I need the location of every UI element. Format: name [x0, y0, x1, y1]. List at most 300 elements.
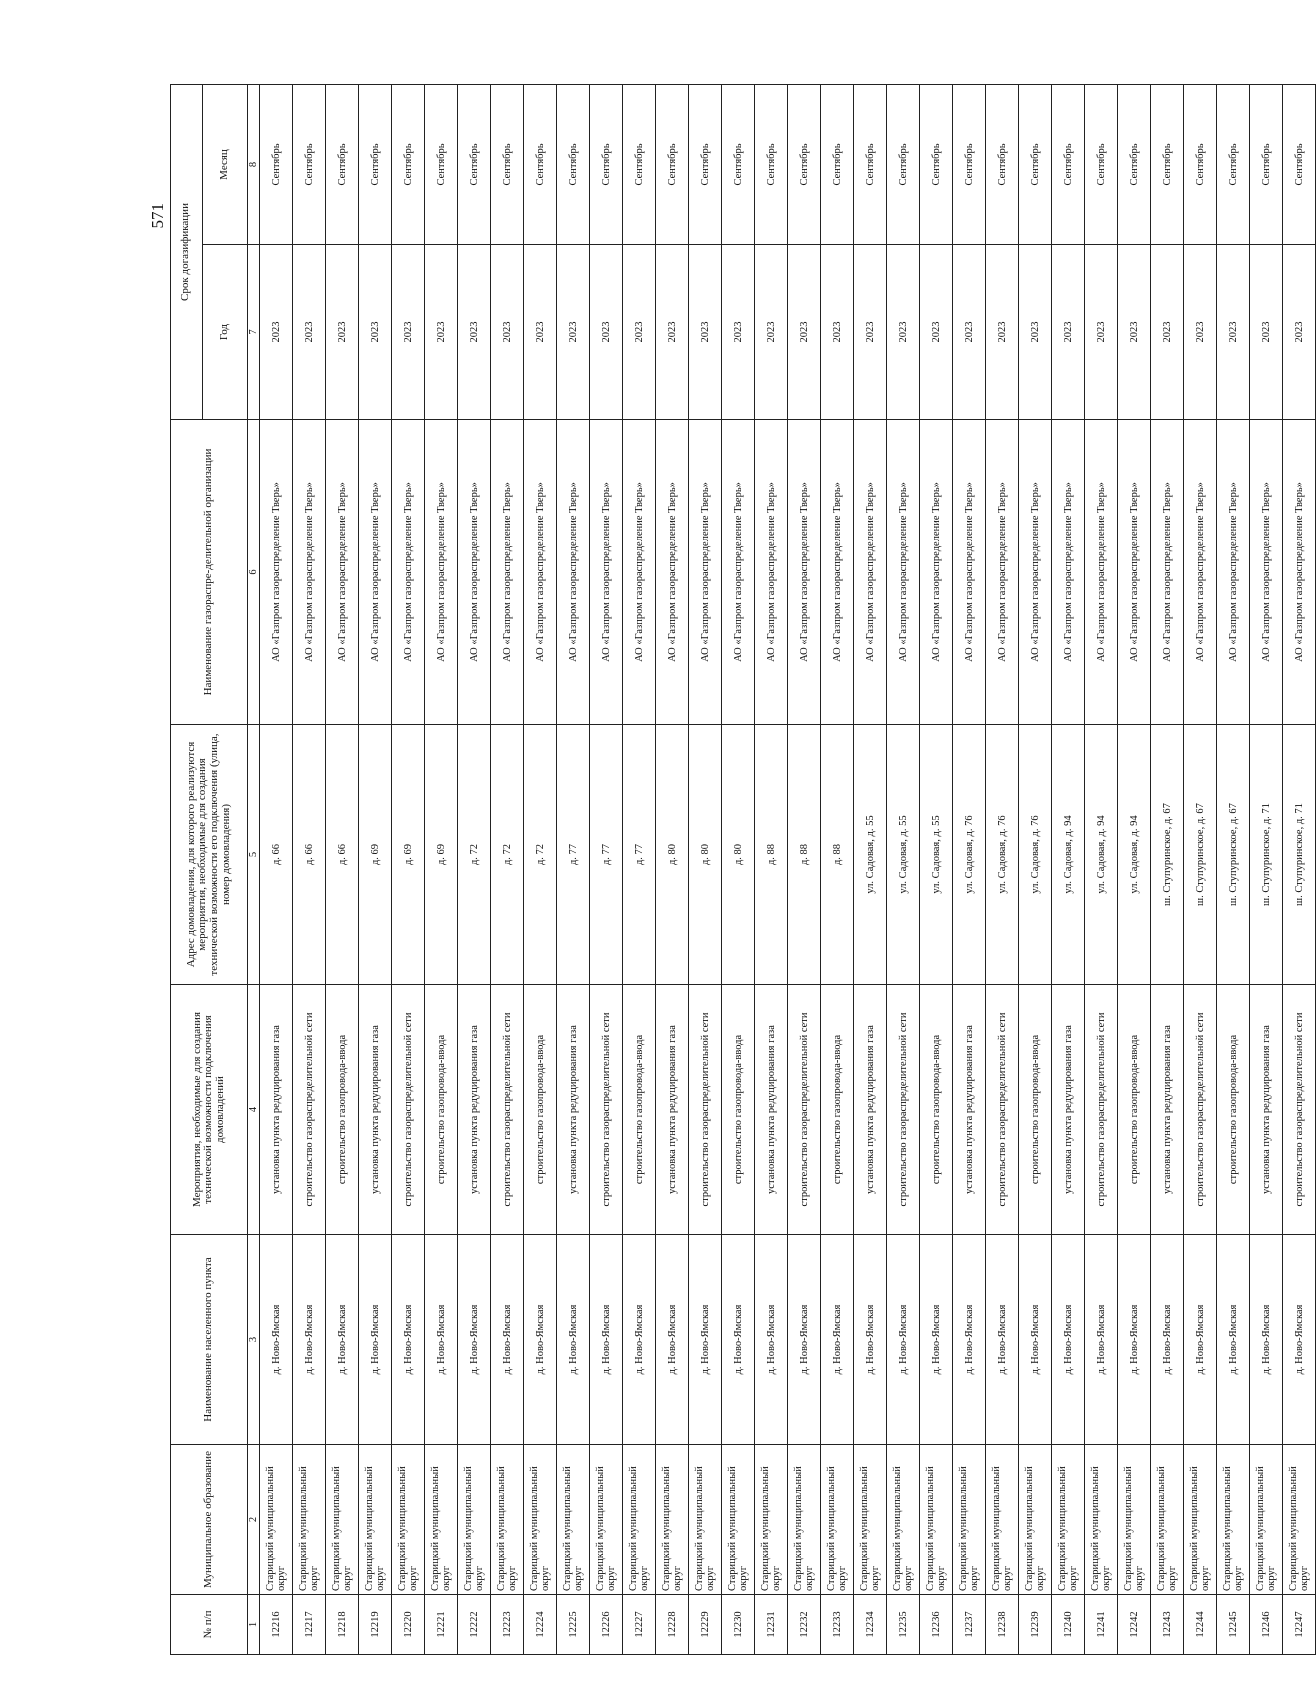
- year-cell: 2023: [986, 245, 1019, 420]
- row-number: 12228: [656, 1595, 689, 1655]
- header-address: Адрес домовладения, для которого реализуются мероприятия, необходимые для создания технической возможности его подключения (улица, номер домовладения): [171, 725, 248, 985]
- measure-cell: строительство газопровода-ввода: [1019, 985, 1052, 1235]
- municipality-cell: Старицкий муниципальный округ: [1217, 1445, 1250, 1595]
- settlement-cell: д. Ново-Ямская: [755, 1235, 788, 1445]
- year-cell: 2023: [821, 245, 854, 420]
- row-number: 12237: [953, 1595, 986, 1655]
- year-cell: 2023: [1118, 245, 1151, 420]
- settlement-cell: д. Ново-Ямская: [392, 1235, 425, 1445]
- row-number: 12229: [689, 1595, 722, 1655]
- month-cell: Сентябрь: [986, 84, 1019, 244]
- row-number: 12242: [1118, 1595, 1151, 1655]
- month-cell: Сентябрь: [1217, 84, 1250, 244]
- month-cell: Сентябрь: [689, 84, 722, 244]
- address-cell: д. 88: [788, 725, 821, 985]
- row-number: 12239: [1019, 1595, 1052, 1655]
- municipality-cell: Старицкий муниципальный округ: [854, 1445, 887, 1595]
- address-cell: д. 72: [458, 725, 491, 985]
- organization-cell: АО «Газпром газораспределение Тверь»: [590, 420, 623, 725]
- month-cell: Сентябрь: [722, 84, 755, 244]
- year-cell: 2023: [887, 245, 920, 420]
- month-cell: Сентябрь: [1184, 84, 1217, 244]
- measure-cell: строительство газопровода-ввода: [1217, 985, 1250, 1235]
- year-cell: 2023: [260, 245, 293, 420]
- address-cell: д. 80: [656, 725, 689, 985]
- table-row: [722, 84, 755, 1654]
- address-cell: ул. Садовая, д. 55: [887, 725, 920, 985]
- year-cell: 2023: [623, 245, 656, 420]
- table-body: [260, 84, 1316, 1654]
- settlement-cell: д. Ново-Ямская: [986, 1235, 1019, 1445]
- measure-cell: установка пункта редуцирования газа: [656, 985, 689, 1235]
- year-cell: 2023: [491, 245, 524, 420]
- municipality-cell: Старицкий муниципальный округ: [458, 1445, 491, 1595]
- organization-cell: АО «Газпром газораспределение Тверь»: [1250, 420, 1283, 725]
- organization-cell: АО «Газпром газораспределение Тверь»: [1217, 420, 1250, 725]
- table-row: [524, 84, 557, 1654]
- row-number: 12217: [293, 1595, 326, 1655]
- settlement-cell: д. Ново-Ямская: [887, 1235, 920, 1445]
- row-number: 12226: [590, 1595, 623, 1655]
- organization-cell: АО «Газпром газораспределение Тверь»: [359, 420, 392, 725]
- settlement-cell: д. Ново-Ямская: [590, 1235, 623, 1445]
- municipality-cell: Старицкий муниципальный округ: [524, 1445, 557, 1595]
- row-number: 12234: [854, 1595, 887, 1655]
- row-number: 12233: [821, 1595, 854, 1655]
- settlement-cell: д. Ново-Ямская: [1052, 1235, 1085, 1445]
- row-number: 12218: [326, 1595, 359, 1655]
- measure-cell: установка пункта редуцирования газа: [1250, 985, 1283, 1235]
- month-cell: Сентябрь: [425, 84, 458, 244]
- table-row: [920, 84, 953, 1654]
- header-deadline: Срок догазификации: [171, 84, 203, 419]
- row-number: 12241: [1085, 1595, 1118, 1655]
- measure-cell: установка пункта редуцирования газа: [755, 985, 788, 1235]
- year-cell: 2023: [920, 245, 953, 420]
- measure-cell: строительство газопровода-ввода: [821, 985, 854, 1235]
- page-number: 571: [148, 203, 167, 229]
- row-number: 12219: [359, 1595, 392, 1655]
- organization-cell: АО «Газпром газораспределение Тверь»: [755, 420, 788, 725]
- municipality-cell: Старицкий муниципальный округ: [326, 1445, 359, 1595]
- month-cell: Сентябрь: [524, 84, 557, 244]
- measure-cell: установка пункта редуцирования газа: [557, 985, 590, 1235]
- address-cell: ш. Ступуринское, д. 71: [1283, 725, 1316, 985]
- row-number: 12231: [755, 1595, 788, 1655]
- column-number: 7: [248, 245, 260, 420]
- municipality-cell: Старицкий муниципальный округ: [557, 1445, 590, 1595]
- address-cell: д. 77: [590, 725, 623, 985]
- month-cell: Сентябрь: [491, 84, 524, 244]
- municipality-cell: Старицкий муниципальный округ: [1118, 1445, 1151, 1595]
- year-cell: 2023: [755, 245, 788, 420]
- organization-cell: АО «Газпром газораспределение Тверь»: [326, 420, 359, 725]
- table-row: [689, 84, 722, 1654]
- municipality-cell: Старицкий муниципальный округ: [425, 1445, 458, 1595]
- measure-cell: строительство газораспределительной сети: [293, 985, 326, 1235]
- table-row: [953, 84, 986, 1654]
- organization-cell: АО «Газпром газораспределение Тверь»: [953, 420, 986, 725]
- settlement-cell: д. Ново-Ямская: [260, 1235, 293, 1445]
- organization-cell: АО «Газпром газораспределение Тверь»: [920, 420, 953, 725]
- measure-cell: строительство газопровода-ввода: [920, 985, 953, 1235]
- address-cell: д. 72: [491, 725, 524, 985]
- address-cell: ул. Садовая, д. 76: [1019, 725, 1052, 985]
- month-cell: Сентябрь: [821, 84, 854, 244]
- settlement-cell: д. Ново-Ямская: [359, 1235, 392, 1445]
- address-cell: ул. Садовая, д. 94: [1052, 725, 1085, 985]
- municipality-cell: Старицкий муниципальный округ: [623, 1445, 656, 1595]
- measure-cell: строительство газораспределительной сети: [491, 985, 524, 1235]
- address-cell: д. 77: [623, 725, 656, 985]
- month-cell: Сентябрь: [1283, 84, 1316, 244]
- settlement-cell: д. Ново-Ямская: [1283, 1235, 1316, 1445]
- table-row: [1283, 84, 1316, 1654]
- measure-cell: строительство газораспределительной сети: [788, 985, 821, 1235]
- organization-cell: АО «Газпром газораспределение Тверь»: [656, 420, 689, 725]
- row-number: 12245: [1217, 1595, 1250, 1655]
- month-cell: Сентябрь: [293, 84, 326, 244]
- year-cell: 2023: [1052, 245, 1085, 420]
- municipality-cell: Старицкий муниципальный округ: [920, 1445, 953, 1595]
- settlement-cell: д. Ново-Ямская: [722, 1235, 755, 1445]
- year-cell: 2023: [326, 245, 359, 420]
- settlement-cell: д. Ново-Ямская: [1118, 1235, 1151, 1445]
- year-cell: 2023: [590, 245, 623, 420]
- year-cell: 2023: [1151, 245, 1184, 420]
- month-cell: Сентябрь: [326, 84, 359, 244]
- table-row: [1151, 84, 1184, 1654]
- year-cell: 2023: [524, 245, 557, 420]
- measure-cell: установка пункта редуцирования газа: [1052, 985, 1085, 1235]
- measure-cell: установка пункта редуцирования газа: [359, 985, 392, 1235]
- column-number: 2: [248, 1445, 260, 1595]
- measure-cell: строительство газопровода-ввода: [326, 985, 359, 1235]
- column-number: 8: [248, 84, 260, 244]
- municipality-cell: Старицкий муниципальный округ: [260, 1445, 293, 1595]
- organization-cell: АО «Газпром газораспределение Тверь»: [458, 420, 491, 725]
- measure-cell: строительство газопровода-ввода: [425, 985, 458, 1235]
- address-cell: д. 77: [557, 725, 590, 985]
- month-cell: Сентябрь: [1085, 84, 1118, 244]
- organization-cell: АО «Газпром газораспределение Тверь»: [887, 420, 920, 725]
- row-number: 12247: [1283, 1595, 1316, 1655]
- year-cell: 2023: [1184, 245, 1217, 420]
- year-cell: 2023: [656, 245, 689, 420]
- row-number: 12240: [1052, 1595, 1085, 1655]
- header-year: Год: [202, 245, 248, 420]
- organization-cell: АО «Газпром газораспределение Тверь»: [821, 420, 854, 725]
- month-cell: Сентябрь: [458, 84, 491, 244]
- table-row: [491, 84, 524, 1654]
- measure-cell: строительство газораспределительной сети: [1283, 985, 1316, 1235]
- municipality-cell: Старицкий муниципальный округ: [788, 1445, 821, 1595]
- column-number: 4: [248, 985, 260, 1235]
- year-cell: 2023: [1019, 245, 1052, 420]
- organization-cell: АО «Газпром газораспределение Тверь»: [557, 420, 590, 725]
- row-number: 12232: [788, 1595, 821, 1655]
- measure-cell: строительство газораспределительной сети: [590, 985, 623, 1235]
- header-measures: Мероприятия, необходимые для создания технической возможности подключения домовладений: [171, 985, 248, 1235]
- row-number: 12238: [986, 1595, 1019, 1655]
- municipality-cell: Старицкий муниципальный округ: [293, 1445, 326, 1595]
- table-row: [1217, 84, 1250, 1654]
- settlement-cell: д. Ново-Ямская: [557, 1235, 590, 1445]
- table-row: [821, 84, 854, 1654]
- month-cell: Сентябрь: [623, 84, 656, 244]
- table-row: [392, 84, 425, 1654]
- row-number: 12216: [260, 1595, 293, 1655]
- organization-cell: АО «Газпром газораспределение Тверь»: [854, 420, 887, 725]
- measure-cell: установка пункта редуцирования газа: [854, 985, 887, 1235]
- column-number: 6: [248, 420, 260, 725]
- municipality-cell: Старицкий муниципальный округ: [689, 1445, 722, 1595]
- table-row: [293, 84, 326, 1654]
- year-cell: 2023: [458, 245, 491, 420]
- measure-cell: строительство газопровода-ввода: [524, 985, 557, 1235]
- organization-cell: АО «Газпром газораспределение Тверь»: [1019, 420, 1052, 725]
- year-cell: 2023: [425, 245, 458, 420]
- settlement-cell: д. Ново-Ямская: [491, 1235, 524, 1445]
- month-cell: Сентябрь: [1151, 84, 1184, 244]
- settlement-cell: д. Ново-Ямская: [689, 1235, 722, 1445]
- settlement-cell: д. Ново-Ямская: [425, 1235, 458, 1445]
- month-cell: Сентябрь: [755, 84, 788, 244]
- address-cell: д. 88: [821, 725, 854, 985]
- row-number: 12230: [722, 1595, 755, 1655]
- gasification-table: [170, 84, 1316, 1655]
- year-cell: 2023: [722, 245, 755, 420]
- table-row: [656, 84, 689, 1654]
- month-cell: Сентябрь: [1019, 84, 1052, 244]
- table-row: [1019, 84, 1052, 1654]
- settlement-cell: д. Ново-Ямская: [1250, 1235, 1283, 1445]
- table-row: [260, 84, 293, 1654]
- municipality-cell: Старицкий муниципальный округ: [392, 1445, 425, 1595]
- table-row: [557, 84, 590, 1654]
- table-row: [590, 84, 623, 1654]
- address-cell: ул. Садовая, д. 55: [920, 725, 953, 985]
- year-cell: 2023: [359, 245, 392, 420]
- address-cell: д. 69: [392, 725, 425, 985]
- column-number: 3: [248, 1235, 260, 1445]
- table-row: [755, 84, 788, 1654]
- header-organization: Наименование газораспре-делительной организации: [171, 420, 248, 725]
- month-cell: Сентябрь: [953, 84, 986, 244]
- month-cell: Сентябрь: [1250, 84, 1283, 244]
- settlement-cell: д. Ново-Ямская: [1151, 1235, 1184, 1445]
- municipality-cell: Старицкий муниципальный округ: [656, 1445, 689, 1595]
- municipality-cell: Старицкий муниципальный округ: [755, 1445, 788, 1595]
- measure-cell: установка пункта редуцирования газа: [458, 985, 491, 1235]
- row-number: 12224: [524, 1595, 557, 1655]
- municipality-cell: Старицкий муниципальный округ: [986, 1445, 1019, 1595]
- month-cell: Сентябрь: [1118, 84, 1151, 244]
- municipality-cell: Старицкий муниципальный округ: [722, 1445, 755, 1595]
- row-number: 12220: [392, 1595, 425, 1655]
- month-cell: Сентябрь: [392, 84, 425, 244]
- settlement-cell: д. Ново-Ямская: [1085, 1235, 1118, 1445]
- municipality-cell: Старицкий муниципальный округ: [821, 1445, 854, 1595]
- municipality-cell: Старицкий муниципальный округ: [359, 1445, 392, 1595]
- row-number: 12225: [557, 1595, 590, 1655]
- settlement-cell: д. Ново-Ямская: [1184, 1235, 1217, 1445]
- municipality-cell: Старицкий муниципальный округ: [953, 1445, 986, 1595]
- municipality-cell: Старицкий муниципальный округ: [887, 1445, 920, 1595]
- organization-cell: АО «Газпром газораспределение Тверь»: [722, 420, 755, 725]
- year-cell: 2023: [689, 245, 722, 420]
- row-number: 12221: [425, 1595, 458, 1655]
- address-cell: д. 66: [293, 725, 326, 985]
- table-row: [1184, 84, 1217, 1654]
- organization-cell: АО «Газпром газораспределение Тверь»: [1151, 420, 1184, 725]
- organization-cell: АО «Газпром газораспределение Тверь»: [392, 420, 425, 725]
- organization-cell: АО «Газпром газораспределение Тверь»: [1118, 420, 1151, 725]
- organization-cell: АО «Газпром газораспределение Тверь»: [689, 420, 722, 725]
- measure-cell: строительство газораспределительной сети: [1184, 985, 1217, 1235]
- table-row: [887, 84, 920, 1654]
- month-cell: Сентябрь: [359, 84, 392, 244]
- month-cell: Сентябрь: [1052, 84, 1085, 244]
- column-number: 5: [248, 725, 260, 985]
- settlement-cell: д. Ново-Ямская: [1217, 1235, 1250, 1445]
- settlement-cell: д. Ново-Ямская: [458, 1235, 491, 1445]
- organization-cell: АО «Газпром газораспределение Тверь»: [524, 420, 557, 725]
- measure-cell: строительство газораспределительной сети: [689, 985, 722, 1235]
- address-cell: д. 80: [722, 725, 755, 985]
- settlement-cell: д. Ново-Ямская: [656, 1235, 689, 1445]
- address-cell: д. 88: [755, 725, 788, 985]
- row-number: 12235: [887, 1595, 920, 1655]
- table-row: [986, 84, 1019, 1654]
- settlement-cell: д. Ново-Ямская: [293, 1235, 326, 1445]
- organization-cell: АО «Газпром газораспределение Тверь»: [425, 420, 458, 725]
- table-row: [1118, 84, 1151, 1654]
- organization-cell: АО «Газпром газораспределение Тверь»: [1184, 420, 1217, 725]
- measure-cell: строительство газопровода-ввода: [1118, 985, 1151, 1235]
- table-row: [1052, 84, 1085, 1654]
- address-cell: ул. Садовая, д. 94: [1085, 725, 1118, 985]
- table-row: [854, 84, 887, 1654]
- settlement-cell: д. Ново-Ямская: [326, 1235, 359, 1445]
- table-row: [425, 84, 458, 1654]
- row-number: 12236: [920, 1595, 953, 1655]
- row-number: 12227: [623, 1595, 656, 1655]
- address-cell: ул. Садовая, д. 55: [854, 725, 887, 985]
- municipality-cell: Старицкий муниципальный округ: [1019, 1445, 1052, 1595]
- month-cell: Сентябрь: [920, 84, 953, 244]
- column-number: 1: [248, 1595, 260, 1655]
- organization-cell: АО «Газпром газораспределение Тверь»: [986, 420, 1019, 725]
- year-cell: 2023: [392, 245, 425, 420]
- organization-cell: АО «Газпром газораспределение Тверь»: [788, 420, 821, 725]
- header-settlement: Наименование населенного пункта: [171, 1235, 248, 1445]
- municipality-cell: Старицкий муниципальный округ: [590, 1445, 623, 1595]
- table-row: [458, 84, 491, 1654]
- address-cell: ш. Ступуринское, д. 67: [1184, 725, 1217, 985]
- measure-cell: строительство газораспределительной сети: [986, 985, 1019, 1235]
- month-cell: Сентябрь: [590, 84, 623, 244]
- measure-cell: строительство газораспределительной сети: [1085, 985, 1118, 1235]
- month-cell: Сентябрь: [557, 84, 590, 244]
- address-cell: ул. Садовая, д. 76: [953, 725, 986, 985]
- table-row: [1085, 84, 1118, 1654]
- address-cell: ул. Садовая, д. 94: [1118, 725, 1151, 985]
- municipality-cell: Старицкий муниципальный округ: [1283, 1445, 1316, 1595]
- year-cell: 2023: [953, 245, 986, 420]
- settlement-cell: д. Ново-Ямская: [821, 1235, 854, 1445]
- settlement-cell: д. Ново-Ямская: [623, 1235, 656, 1445]
- address-cell: д. 69: [425, 725, 458, 985]
- measure-cell: строительство газопровода-ввода: [722, 985, 755, 1235]
- organization-cell: АО «Газпром газораспределение Тверь»: [260, 420, 293, 725]
- municipality-cell: Старицкий муниципальный округ: [1151, 1445, 1184, 1595]
- month-cell: Сентябрь: [656, 84, 689, 244]
- measure-cell: строительство газораспределительной сети: [887, 985, 920, 1235]
- row-number: 12246: [1250, 1595, 1283, 1655]
- table-row: [623, 84, 656, 1654]
- address-cell: д. 72: [524, 725, 557, 985]
- header-month: Месяц: [202, 84, 248, 244]
- table-row: [1250, 84, 1283, 1654]
- municipality-cell: Старицкий муниципальный округ: [1184, 1445, 1217, 1595]
- measure-cell: установка пункта редуцирования газа: [260, 985, 293, 1235]
- table-row: [788, 84, 821, 1654]
- address-cell: ш. Ступуринское, д. 67: [1151, 725, 1184, 985]
- year-cell: 2023: [1217, 245, 1250, 420]
- year-cell: 2023: [788, 245, 821, 420]
- municipality-cell: Старицкий муниципальный округ: [1052, 1445, 1085, 1595]
- organization-cell: АО «Газпром газораспределение Тверь»: [1085, 420, 1118, 725]
- municipality-cell: Старицкий муниципальный округ: [1085, 1445, 1118, 1595]
- settlement-cell: д. Ново-Ямская: [788, 1235, 821, 1445]
- header-number: № п/п: [171, 1595, 248, 1655]
- month-cell: Сентябрь: [854, 84, 887, 244]
- row-number: 12223: [491, 1595, 524, 1655]
- month-cell: Сентябрь: [260, 84, 293, 244]
- year-cell: 2023: [293, 245, 326, 420]
- settlement-cell: д. Ново-Ямская: [524, 1235, 557, 1445]
- row-number: 12244: [1184, 1595, 1217, 1655]
- header-municipality: Муниципальное образование: [171, 1445, 248, 1595]
- settlement-cell: д. Ново-Ямская: [920, 1235, 953, 1445]
- gasification-table-sheet: [170, 85, 1311, 1655]
- address-cell: д. 80: [689, 725, 722, 985]
- settlement-cell: д. Ново-Ямская: [1019, 1235, 1052, 1445]
- year-cell: 2023: [557, 245, 590, 420]
- month-cell: Сентябрь: [788, 84, 821, 244]
- address-cell: д. 69: [359, 725, 392, 985]
- organization-cell: АО «Газпром газораспределение Тверь»: [1052, 420, 1085, 725]
- address-cell: д. 66: [326, 725, 359, 985]
- row-number: 12222: [458, 1595, 491, 1655]
- measure-cell: строительство газораспределительной сети: [392, 985, 425, 1235]
- organization-cell: АО «Газпром газораспределение Тверь»: [491, 420, 524, 725]
- municipality-cell: Старицкий муниципальный округ: [491, 1445, 524, 1595]
- year-cell: 2023: [1250, 245, 1283, 420]
- address-cell: ш. Ступуринское, д. 67: [1217, 725, 1250, 985]
- organization-cell: АО «Газпром газораспределение Тверь»: [623, 420, 656, 725]
- year-cell: 2023: [1085, 245, 1118, 420]
- year-cell: 2023: [854, 245, 887, 420]
- row-number: 12243: [1151, 1595, 1184, 1655]
- address-cell: д. 66: [260, 725, 293, 985]
- measure-cell: установка пункта редуцирования газа: [953, 985, 986, 1235]
- municipality-cell: Старицкий муниципальный округ: [1250, 1445, 1283, 1595]
- organization-cell: АО «Газпром газораспределение Тверь»: [293, 420, 326, 725]
- month-cell: Сентябрь: [887, 84, 920, 244]
- table-row: [326, 84, 359, 1654]
